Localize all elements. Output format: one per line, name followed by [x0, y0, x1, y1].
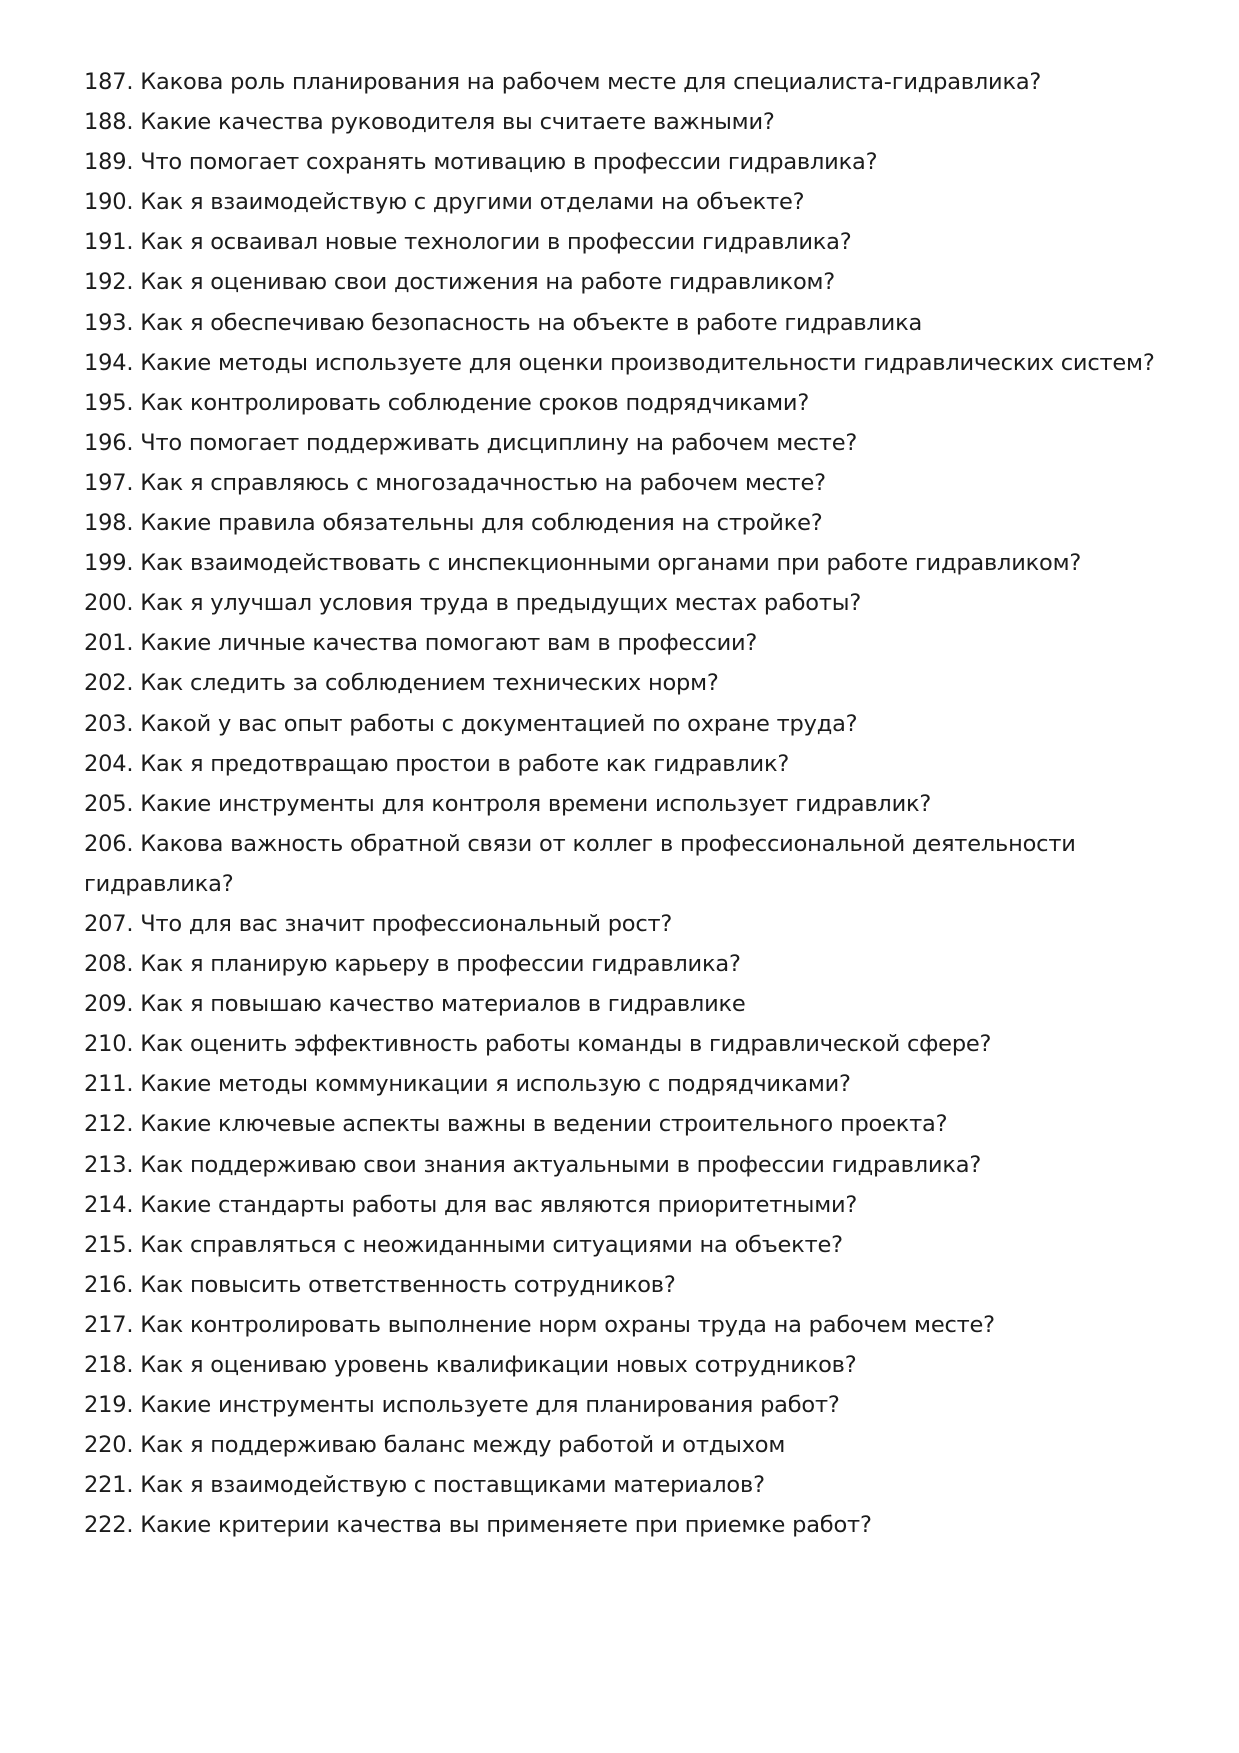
list-item: 189. Что помогает сохранять мотивацию в профессии гидравлика? [84, 149, 878, 176]
list-item: 207. Что для вас значит профессиональный рост? [84, 910, 673, 937]
list-item: 209. Как я повышаю качество материалов в гидравлике [84, 991, 746, 1018]
list-item: 188. Какие качества руководителя вы считаете важными? [84, 109, 775, 136]
list-item: 187. Какова роль планирования на рабочем месте для специалиста-гидравлика? [84, 69, 1042, 95]
list-item: 212. Какие ключевые аспекты важны в ведении строительного проекта? [84, 1111, 948, 1138]
list-item: 218. Как я оцениваю уровень квалификации новых сотрудников? [84, 1352, 857, 1378]
list-item: 213. Как поддерживаю свои знания актуальными в профессии гидравлика? [84, 1151, 982, 1178]
list-item: 206. Какова важность обратной связи от коллег в профессиональной деятельности гидравлика? [84, 830, 1076, 897]
list-item: 191. Как я осваивал новые технологии в профессии гидравлика? [84, 229, 852, 256]
list-item: 222. Какие критерии качества вы применяете при приемке работ? [84, 1512, 872, 1539]
list-item: 200. Как я улучшал условия труда в предыдущих местах работы? [84, 590, 862, 617]
list-item: 221. Как я взаимодействую с поставщиками материалов? [84, 1472, 765, 1499]
list-item: 204. Как я предотвращаю простои в работе как гидравлик? [84, 750, 790, 777]
list-item: 202. Как следить за соблюдением технических норм? [84, 670, 719, 697]
list-item: 195. Как контролировать соблюдение сроков подрядчиками? [84, 389, 810, 416]
list-item: 197. Как я справляюсь с многозадачностью на рабочем месте? [84, 469, 826, 496]
list-item: 205. Какие инструменты для контроля времени использует гидравлик? [84, 790, 932, 817]
list-item: 211. Какие методы коммуникации я использую с подрядчиками? [84, 1071, 851, 1098]
list-item: 196. Что помогает поддерживать дисциплину на рабочем месте? [84, 429, 858, 456]
list-item: 208. Как я планирую карьеру в профессии гидравлика? [84, 951, 741, 978]
list-item: 219. Какие инструменты используете для планирования работ? [84, 1392, 840, 1419]
list-item: 193. Как я обеспечиваю безопасность на объекте в работе гидравлика [84, 309, 923, 336]
list-item: 198. Какие правила обязательны для соблюдения на стройке? [84, 510, 823, 537]
list-item: 194. Какие методы используете для оценки производительности гидравлических систем? [84, 349, 1155, 376]
list-item: 190. Как я взаимодействую с другими отделами на объекте? [84, 189, 805, 216]
list-item: 215. Как справляться с неожиданными ситуациями на объекте? [84, 1231, 843, 1258]
list-item: 217. Как контролировать выполнение норм охраны труда на рабочем месте? [84, 1311, 995, 1338]
question-list [84, 62, 1174, 1545]
list-item: 192. Как я оцениваю свои достижения на работе гидравликом? [84, 269, 836, 296]
list-item: 201. Какие личные качества помогают вам в профессии? [84, 630, 758, 657]
list-item: 210. Как оценить эффективность работы команды в гидравлической сфере? [84, 1031, 992, 1058]
list-item: 203. Какой у вас опыт работы с документацией по охране труда? [84, 710, 858, 737]
list-item: 216. Как повысить ответственность сотрудников? [84, 1271, 676, 1298]
list-item: 214. Какие стандарты работы для вас являются приоритетными? [84, 1191, 858, 1218]
list-item: 220. Как я поддерживаю баланс между работой и отдыхом [84, 1432, 786, 1459]
list-item: 199. Как взаимодействовать с инспекционными органами при работе гидравликом? [84, 550, 1082, 577]
